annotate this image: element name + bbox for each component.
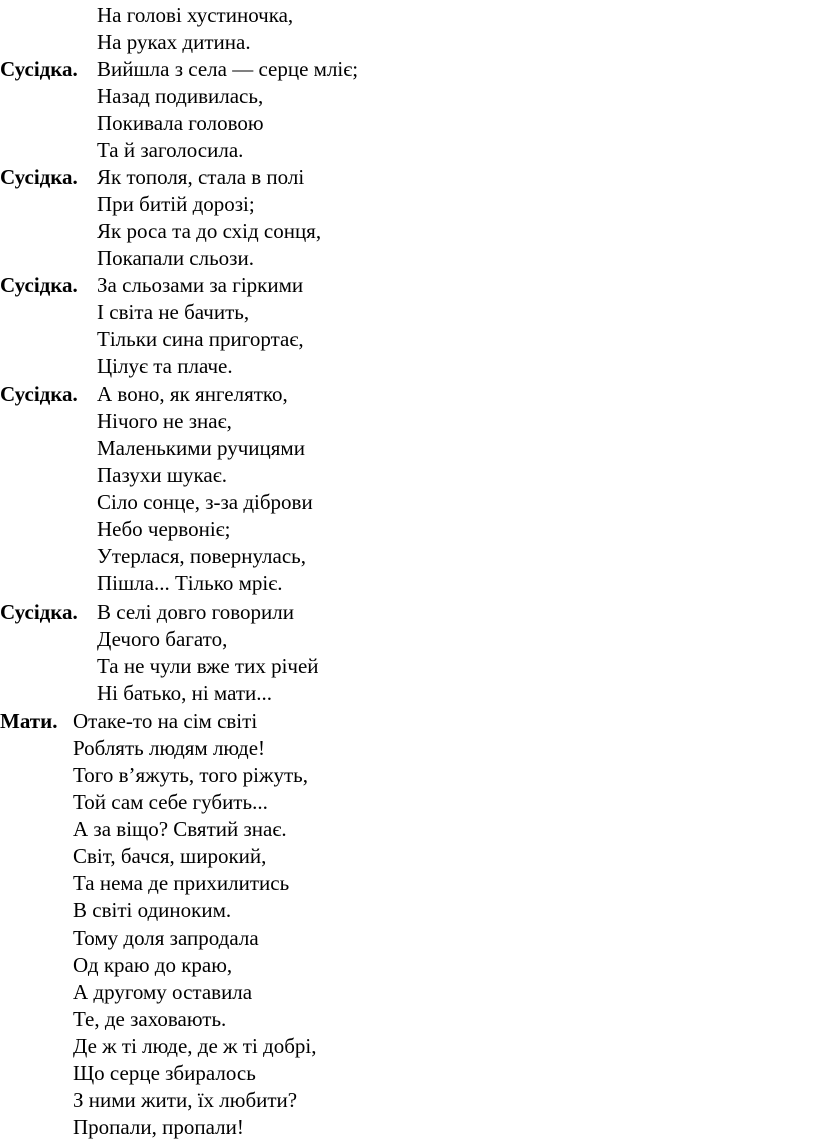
- verse-text: Маленькими ручицями: [97, 436, 305, 460]
- speaker-label: Сусідка.: [0, 273, 78, 297]
- verse-text: Сіло сонце, з-за діброви: [97, 490, 313, 514]
- verse-text: З ними жити, їх любити?: [73, 1088, 298, 1112]
- speaker-label: Сусідка.: [0, 382, 78, 406]
- verse-text: Вийшла з села — серце мліє;: [97, 57, 359, 81]
- verse-text: Назад подивилась,: [97, 84, 264, 108]
- verse-text: Утерлася, повернулась,: [97, 544, 306, 568]
- verse-text: Та не чули вже тих річей: [97, 654, 319, 678]
- verse-text: Того в’яжуть, того ріжуть,: [73, 763, 309, 787]
- verse-text: Світ, бачся, широкий,: [73, 844, 267, 868]
- verse-text: Пішла... Тілько мріє.: [97, 571, 283, 595]
- verse-text: Ні батько, ні мати...: [97, 681, 273, 705]
- verse-text: Нічого не знає,: [97, 409, 232, 433]
- verse-text: А воно, як янгелятко,: [97, 382, 288, 406]
- verse-text: Тільки сина пригортає,: [97, 327, 304, 351]
- verse-text: Покивала головою: [97, 111, 264, 135]
- verse-text: Тому доля запродала: [73, 926, 259, 950]
- verse-text: На голові хустиночка,: [97, 3, 294, 27]
- verse-text: А другому оставила: [73, 980, 253, 1004]
- verse-text: Та й заголосила.: [97, 138, 244, 162]
- verse-text: За сльозами за гіркими: [97, 273, 304, 297]
- verse-text: І світа не бачить,: [97, 300, 250, 324]
- verse-text: Отаке-то на сім світі: [73, 709, 258, 733]
- verse-text: Дечого багато,: [97, 627, 228, 651]
- verse-text: Пазухи шукає.: [97, 463, 227, 487]
- poem-line: [0, 56, 359, 83]
- verse-text: Те, де заховають.: [73, 1007, 227, 1031]
- speaker-label: Мати.: [0, 709, 58, 733]
- poem-line: [0, 272, 304, 299]
- poem-line: [0, 381, 288, 408]
- verse-text: Та нема де прихилитись: [73, 871, 290, 895]
- verse-text: Що серце збиралось: [73, 1061, 256, 1085]
- verse-text: Де ж ті люде, де ж ті добрі,: [73, 1034, 317, 1058]
- verse-text: Од краю до краю,: [73, 953, 233, 977]
- poem-line: [0, 599, 294, 626]
- verse-text: Цілує та плаче.: [97, 354, 233, 378]
- verse-text: Покапали сльози.: [97, 246, 254, 270]
- verse-text: Пропали, пропали!: [73, 1115, 244, 1139]
- verse-text: Той сам себе губить...: [73, 790, 268, 814]
- verse-text: Роблять людям люде!: [73, 736, 266, 760]
- verse-text: А за віщо? Святий знає.: [73, 817, 287, 841]
- verse-text: Як тополя, стала в полі: [97, 165, 305, 189]
- speaker-label: Сусідка.: [0, 57, 78, 81]
- verse-text: Як роса та до схід сонця,: [97, 219, 322, 243]
- verse-text: Небо червоніє;: [97, 517, 231, 541]
- speaker-label: Сусідка.: [0, 165, 78, 189]
- verse-text: На руках дитина.: [97, 30, 251, 54]
- poem-line: [0, 708, 258, 735]
- verse-text: В світі одиноким.: [73, 898, 232, 922]
- verse-text: В селі довго говорили: [97, 600, 294, 624]
- verse-text: При битій дорозі;: [97, 192, 255, 216]
- speaker-label: Сусідка.: [0, 600, 78, 624]
- poem-line: [0, 164, 305, 191]
